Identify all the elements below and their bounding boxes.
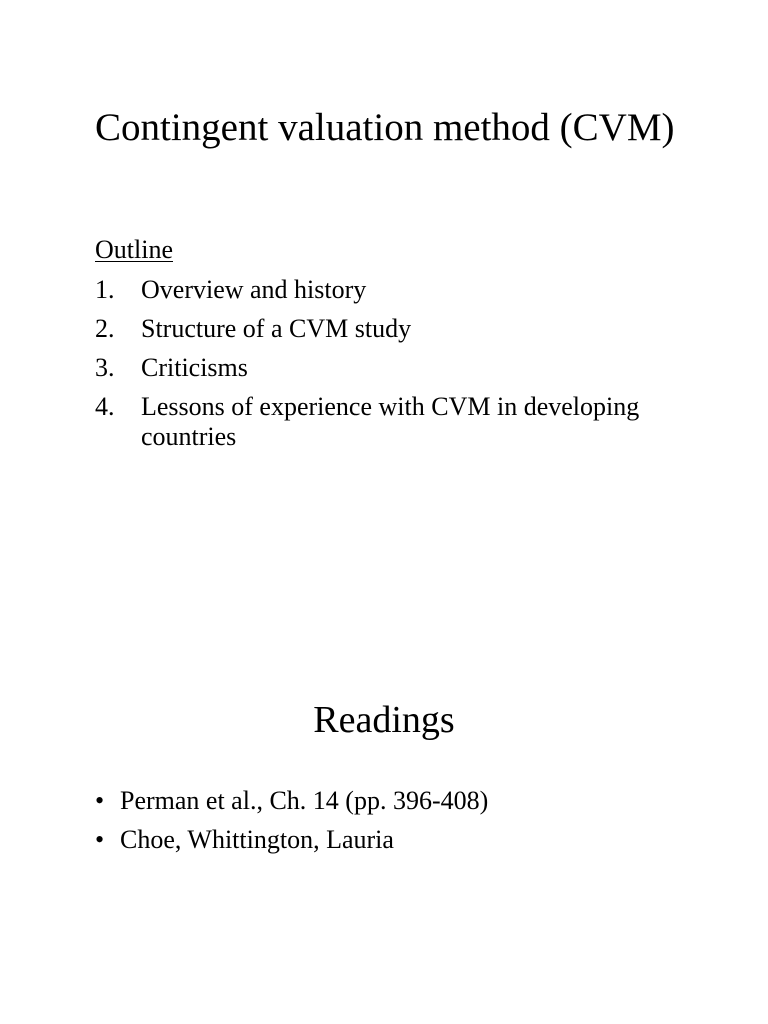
outline-item-number: 1. [95, 275, 115, 304]
readings-heading: Readings [313, 699, 455, 741]
outline-item-text: Lessons of experience with CVM in developing countries [141, 392, 640, 451]
reading-item [95, 786, 488, 816]
outline-item-number: 3. [95, 353, 115, 382]
outline-item [95, 275, 695, 305]
outline-item-number: 4. [95, 392, 115, 421]
readings-list [95, 786, 488, 864]
outline-list [95, 275, 695, 461]
outline-item-text: Criticisms [141, 353, 248, 382]
outline-item [95, 314, 695, 344]
outline-item [95, 353, 695, 383]
outline-item [95, 392, 695, 452]
bullet-icon: • [95, 786, 105, 815]
outline-item-number: 2. [95, 314, 115, 343]
page-title: Contingent valuation method (CVM) [95, 106, 675, 149]
reading-item-text: Perman et al., Ch. 14 (pp. 396-408) [120, 786, 489, 815]
bullet-icon: • [95, 825, 105, 854]
outline-heading: Outline [95, 235, 173, 264]
outline-item-text: Overview and history [141, 275, 367, 304]
reading-item-text: Choe, Whittington, Lauria [120, 825, 394, 854]
reading-item [95, 825, 488, 855]
outline-item-text: Structure of a CVM study [141, 314, 412, 343]
